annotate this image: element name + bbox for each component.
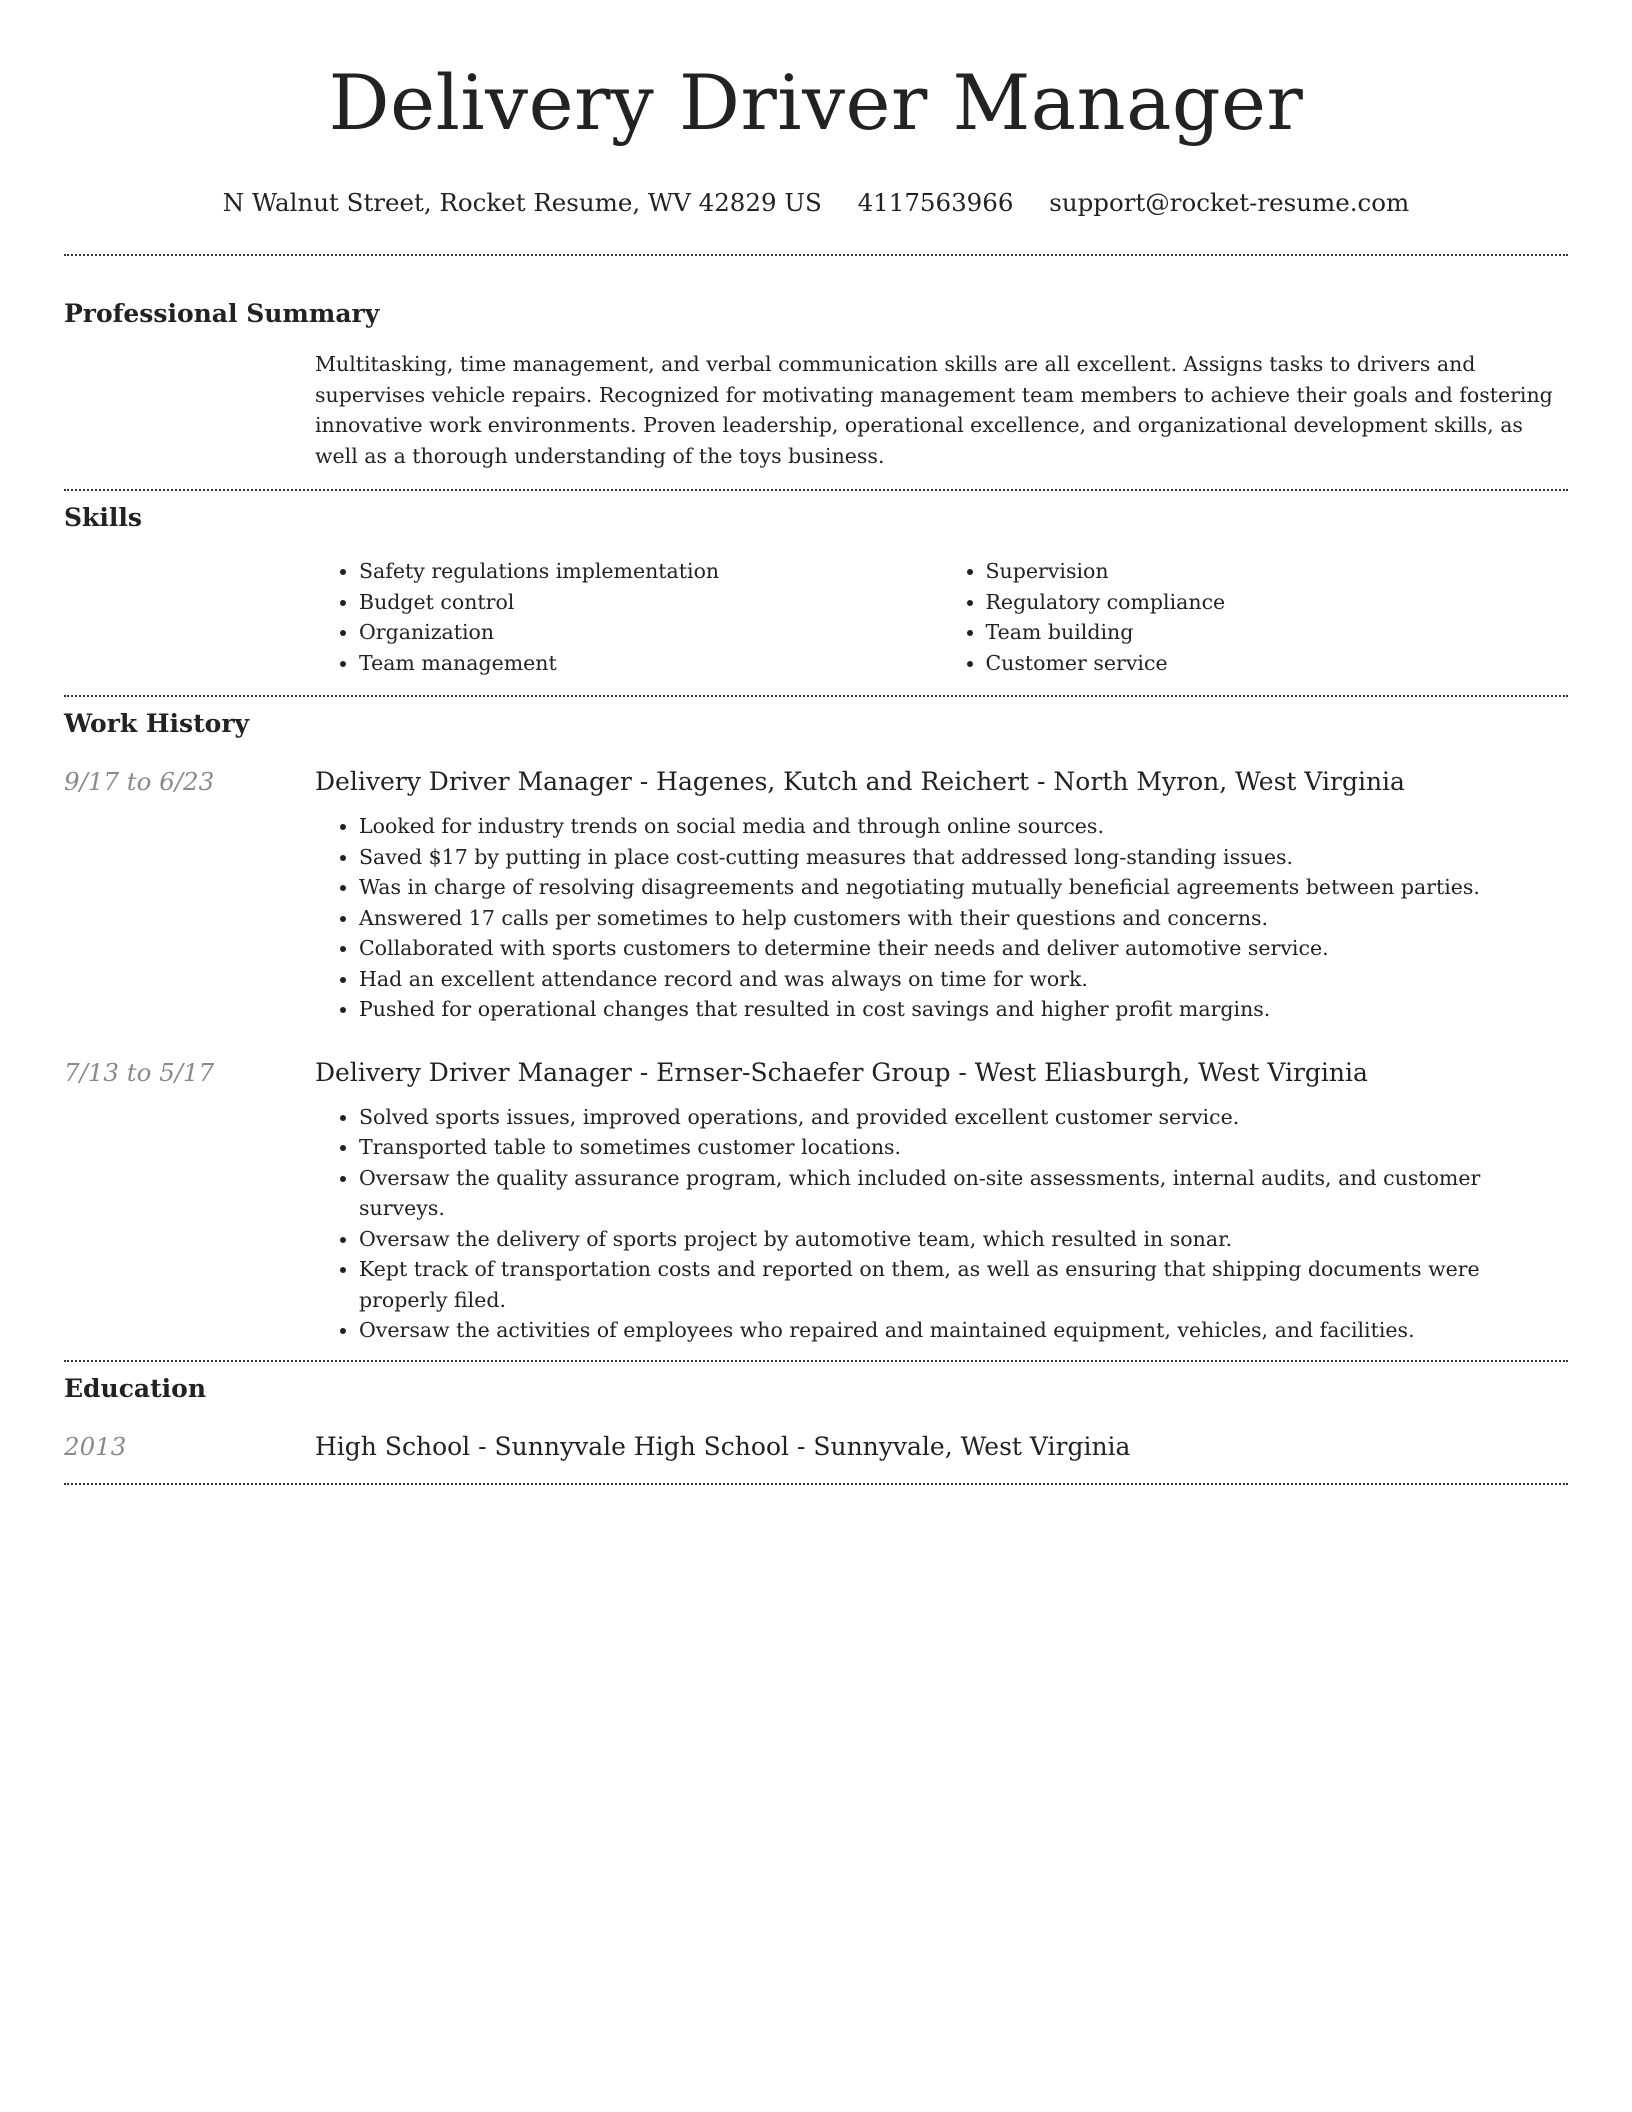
education-date: 2013: [64, 1431, 127, 1461]
work-title: Work History: [64, 709, 250, 738]
skills-list-right: [942, 556, 1569, 678]
list-item: • Looked for industry trends on social media and through online sources.: [359, 811, 1568, 842]
list-item: • Transported table to sometimes customer locations.: [359, 1132, 1568, 1163]
summary-text: Multitasking, time management, and verbal communication skills are all excellent. Assigns tasks to drivers and supervises vehicle repairs. Recognized for motivating management team members to achieve their goals and fostering innovative work environments. Proven leadership, operational excellence, and organizational development skills, as well as a thorough understanding of the toys business.: [315, 352, 1553, 468]
work-section: [64, 708, 1568, 1346]
list-item: • Saved $17 by putting in place cost-cutting measures that addressed long-standing issues.: [359, 842, 1568, 873]
list-item: • Team building: [986, 617, 1569, 648]
list-item: • Pushed for operational changes that resulted in cost savings and higher profit margins.: [359, 994, 1568, 1025]
list-item: • Safety regulations implementation: [359, 556, 942, 587]
resume-page: [64, 0, 1568, 1485]
list-item: • Team management: [359, 648, 942, 679]
summary-title: Professional Summary: [64, 299, 380, 328]
divider: [64, 489, 1568, 491]
job-dates: 9/17 to 6/23: [64, 767, 215, 796]
job-bullets: [315, 1102, 1568, 1346]
list-item: • Collaborated with sports customers to determine their needs and deliver automotive service.: [359, 933, 1568, 964]
contact-email: support@rocket-resume.com: [1049, 188, 1410, 217]
job-entry: [64, 1057, 1568, 1346]
list-item: • Had an excellent attendance record and was always on time for work.: [359, 964, 1568, 995]
job-dates: 7/13 to 5/17: [64, 1057, 215, 1087]
skills-title: Skills: [64, 503, 142, 532]
resume-name: Delivery Driver Manager: [328, 58, 1304, 147]
job-bullets: [315, 811, 1568, 1025]
job-title: Delivery Driver Manager - Ernser-Schaefer Group - West Eliasburgh, West Virginia: [315, 1057, 1368, 1087]
list-item: • Answered 17 calls per sometimes to help customers with their questions and concerns.: [359, 903, 1568, 934]
education-section: [64, 1373, 1568, 1463]
education-entry: [64, 1431, 1568, 1463]
divider: [64, 695, 1568, 697]
job-entry: [64, 766, 1568, 1025]
list-item: • Kept track of transportation costs and reported on them, as well as ensuring that shipping documents were properly filed.: [359, 1254, 1568, 1315]
list-item: • Budget control: [359, 587, 942, 618]
list-item: • Solved sports issues, improved operations, and provided excellent customer service.: [359, 1102, 1568, 1133]
list-item: • Was in charge of resolving disagreements and negotiating mutually beneficial agreements between parties.: [359, 872, 1568, 903]
list-item: • Supervision: [986, 556, 1569, 587]
education-title: Education: [64, 1373, 207, 1403]
list-item: • Customer service: [986, 648, 1569, 679]
list-item: • Regulatory compliance: [986, 587, 1569, 618]
list-item: • Oversaw the activities of employees who repaired and maintained equipment, vehicles, and facilities.: [359, 1315, 1568, 1346]
summary-section: [64, 298, 1568, 471]
skills-section: [64, 502, 1568, 678]
list-item: • Oversaw the delivery of sports project by automotive team, which resulted in sonar.: [359, 1224, 1568, 1255]
divider: [64, 1483, 1568, 1485]
contact-phone: 4117563966: [857, 188, 1014, 217]
education-title-line: High School - Sunnyvale High School - Sunnyvale, West Virginia: [315, 1431, 1131, 1461]
list-item: • Organization: [359, 617, 942, 648]
divider: [64, 254, 1568, 256]
contact-line: [64, 188, 1568, 218]
contact-address: N Walnut Street, Rocket Resume, WV 42829 US: [222, 188, 822, 217]
list-item: • Oversaw the quality assurance program, which included on-site assessments, internal audits, and customer surveys.: [359, 1163, 1568, 1224]
divider: [64, 1360, 1568, 1362]
skills-list-left: [315, 556, 942, 678]
job-title: Delivery Driver Manager - Hagenes, Kutch and Reichert - North Myron, West Virginia: [315, 767, 1405, 796]
